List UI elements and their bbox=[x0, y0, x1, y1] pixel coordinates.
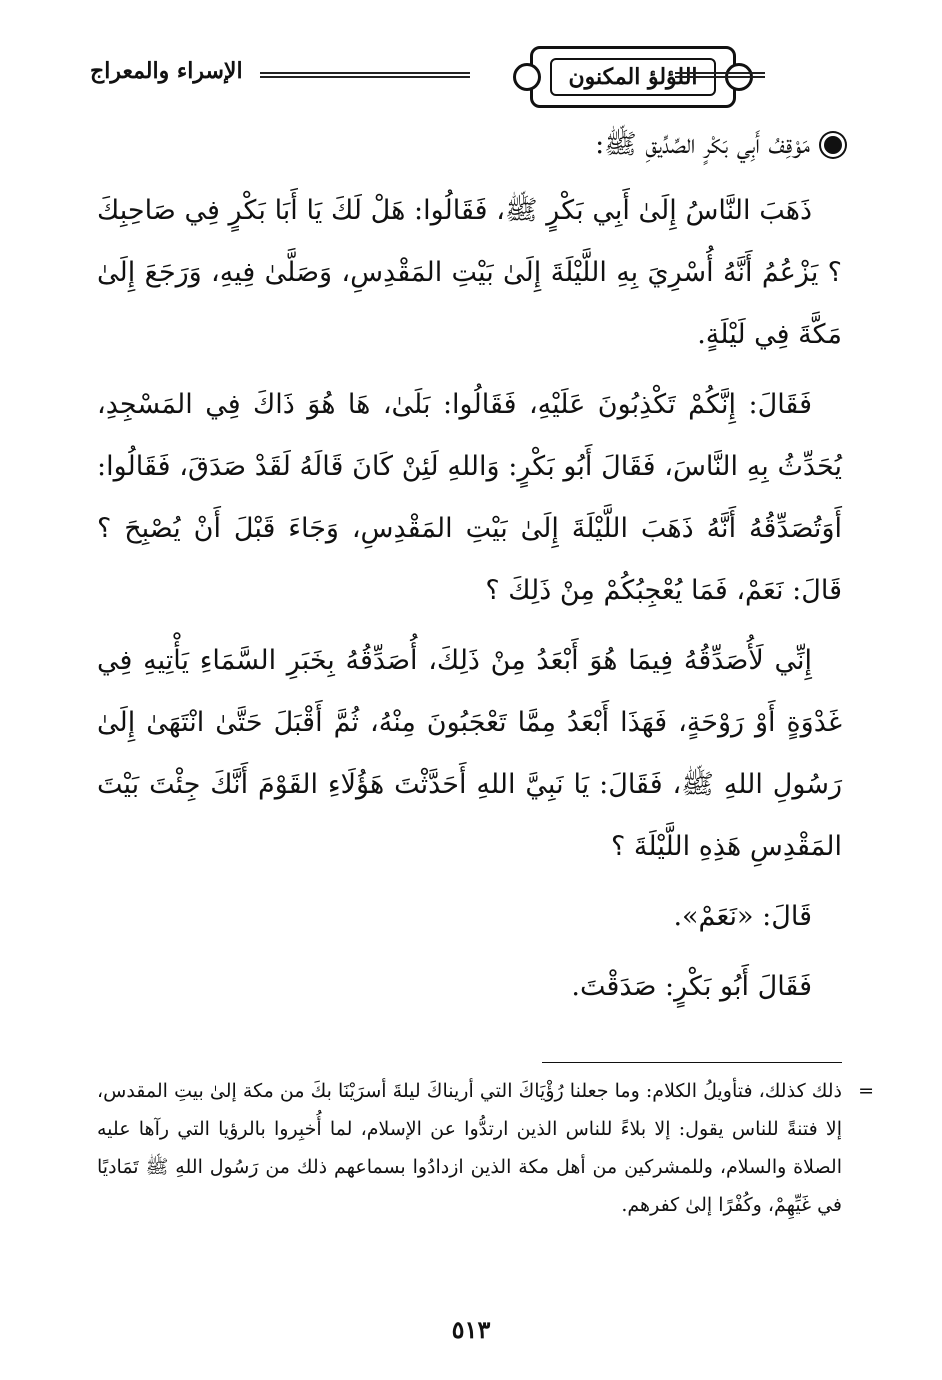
paragraph-4: قَالَ: «نَعَمْ». bbox=[673, 901, 812, 932]
paragraph-5: فَقَالَ أَبُو بَكْرٍ: صَدَقْتَ. bbox=[571, 971, 812, 1002]
footnote bbox=[97, 1072, 874, 1224]
header-rule-left bbox=[260, 72, 470, 78]
footnote-continuation-mark: = bbox=[858, 1080, 874, 1102]
book-title: اللؤلؤ المكنون bbox=[550, 58, 715, 96]
paragraph-1: ذَهَبَ النَّاسُ إِلَىٰ أَبِي بَكْرٍ ﷺ، فَقَالُوا: هَلْ لَكَ يَا أَبَا بَكْرٍ فِي صَاحِبِكَ ؟ يَزْعُمُ أَنَّهُ أُسْرِيَ بِهِ اللَّيْلَةَ إِلَىٰ بَيْتِ المَقْدِسِ، وَصَلَّىٰ فِيهِ، وَرَجَعَ إِلَىٰ مَكَّةَ فِي لَيْلَةٍ. bbox=[97, 195, 842, 350]
header-rule-right bbox=[675, 72, 765, 78]
chapter-title: الإسراء والمعراج bbox=[90, 58, 243, 84]
section-heading bbox=[97, 120, 842, 170]
section-heading-text: مَوْقِفُ أَبِي بَكْرٍ الصِّدِّيقِ ﷺ: bbox=[595, 129, 810, 160]
paragraph-3: إِنِّي لَأُصَدِّقُهُ فِيمَا هُوَ أَبْعَدُ مِنْ ذَلِكَ، أُصَدِّقُهُ بِخَبَرِ السَّمَاءِ يَأْتِيهِ فِي غَدْوَةٍ أَوْ رَوْحَةٍ، فَهَذَا أَبْعَدُ مِمَّا تَعْجَبُونَ مِنْهُ، ثُمَّ أَقْبَلَ حَتَّىٰ انْتَهَىٰ إِلَىٰ رَسُولِ اللهِ ﷺ، فَقَالَ: يَا نَبِيَّ اللهِ أَحَدَّثْتَ هَؤُلَاءِ القَوْمَ أَنَّكَ جِئْتَ بَيْتَ المَقْدِسِ هَذِهِ اللَّيْلَةَ ؟ bbox=[97, 645, 842, 862]
flower-bullet-icon bbox=[824, 136, 842, 154]
footnote-separator bbox=[542, 1062, 842, 1063]
footnote-text: ذلك كذلك، فتأويلُ الكلام: وما جعلنا رُؤْيَاكَ التي أريناكَ ليلةَ أسرَيْنَا بكَ من مكة إلىٰ بيتِ المقدس، إلا فتنةً للناس يقول: إلا بلاءً للناس الذين ارتدُّوا عن الإسلام، لما أُخبِروا بالرؤيا التي رآها عليه الصلاة والسلام، وللمشركين من أهل مكة الذين ازدادُوا بسماعهم ذلك من رَسُول اللهِ ﷺ تَمَاديًا في غَيِّهِمْ، وكُفْرًا إلىٰ كفرهم. bbox=[97, 1080, 842, 1216]
page-number: ٥١٣ bbox=[451, 1315, 491, 1344]
page-header bbox=[80, 40, 858, 110]
main-text bbox=[97, 120, 842, 1026]
paragraph-2: فَقَالَ: إِنَّكُمْ تَكْذِبُونَ عَلَيْهِ، فَقَالُوا: بَلَىٰ، هَا هُوَ ذَاكَ فِي المَسْجِدِ، يُحَدِّثُ بِهِ النَّاسَ، فَقَالَ أَبُو بَكْرٍ: وَاللهِ لَئِنْ كَانَ قَالَهُ لَقَدْ صَدَقَ، فَقَالُوا: أَوَتُصَدِّقُهُ أَنَّهُ ذَهَبَ اللَّيْلَةَ إِلَىٰ بَيْتِ المَقْدِسِ، وَجَاءَ قَبْلَ أَنْ يُصْبِحَ ؟ قَالَ: نَعَمْ، فَمَا يُعْجِبُكُمْ مِنْ ذَلِكَ ؟ bbox=[97, 389, 842, 606]
